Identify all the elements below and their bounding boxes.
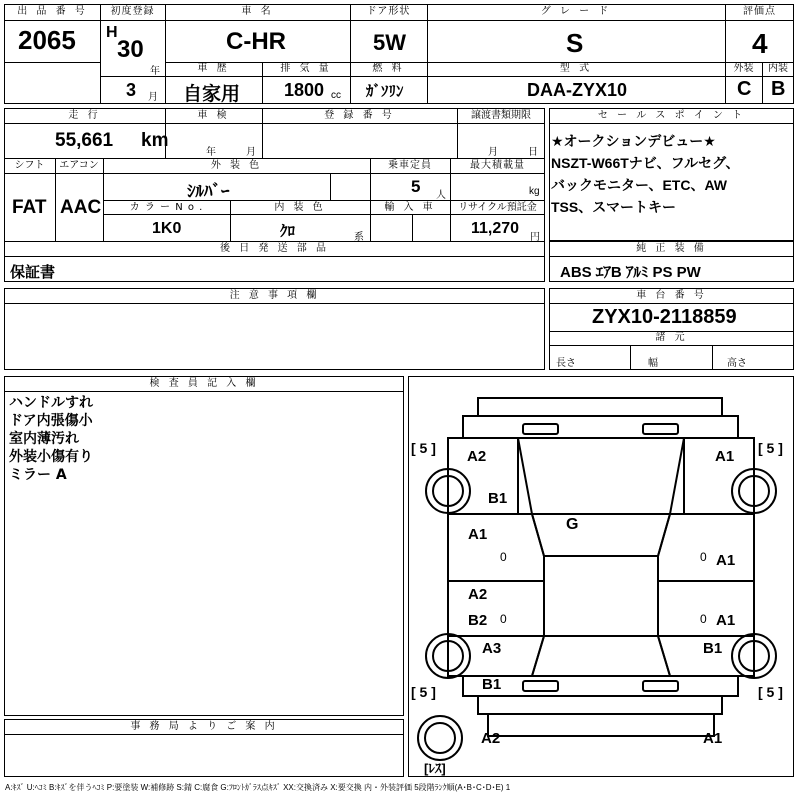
damage-mark: A1 bbox=[716, 552, 736, 569]
inspection-label: 車 検 bbox=[197, 110, 230, 121]
capacity: 5 bbox=[411, 177, 421, 196]
reg-year: 30 bbox=[117, 36, 144, 63]
damage-mark: 0 bbox=[700, 612, 707, 626]
transfer-label: 譲渡書類期限 bbox=[471, 110, 531, 121]
damage-mark: G bbox=[566, 516, 579, 533]
ext-color: ｼﾙﾊﾞｰ bbox=[187, 182, 230, 201]
capacity-unit: 人 bbox=[436, 190, 446, 201]
tire-fl-depth: [ 5 ] bbox=[411, 440, 436, 456]
inspector-notes bbox=[9, 394, 93, 484]
car-name: C-HR bbox=[226, 28, 286, 55]
lot-no: 2065 bbox=[18, 25, 76, 55]
mileage-label: 走 行 bbox=[68, 110, 101, 121]
ext-label: 外装 bbox=[733, 63, 754, 74]
model: DAA-ZYX10 bbox=[527, 80, 628, 100]
model-label: 型 式 bbox=[559, 63, 593, 74]
equipment-label: 純 正 装 備 bbox=[636, 243, 707, 254]
inspection-month-unit: 月 bbox=[246, 147, 256, 158]
grade-label: グ レ ー ド bbox=[540, 6, 612, 17]
ac-label: エアコン bbox=[59, 160, 99, 171]
mileage-unit: km bbox=[141, 130, 169, 151]
legend: A:ｷｽﾞ U:ﾍｺﾐ B:ｷｽﾞを伴うﾍｺﾐ P:要塗装 W:補修跡 S:錆 C:腐食 G:ﾌﾛﾝﾄｶﾞﾗｽ点ｷｽﾞ XX:交換済み X:要交換 内・外装評価 5段階ﾗﾝｸ順(A･B･C･D･E) 1 bbox=[5, 783, 511, 792]
era: H bbox=[106, 24, 118, 41]
ac: AAC bbox=[60, 197, 102, 218]
equipment: ABS ｴｱB ｱﾙﾐ PS PW bbox=[560, 264, 701, 281]
score: 4 bbox=[752, 28, 768, 59]
int-color: ｸﾛ bbox=[280, 223, 296, 240]
sales-points-label: セ ー ル ス ポ イ ン ト bbox=[597, 110, 746, 121]
tire-rr-depth: [ 5 ] bbox=[758, 684, 783, 700]
fuel: ｶﾞｿﾘﾝ bbox=[366, 83, 404, 100]
inspector-note: 室内薄汚れ bbox=[9, 431, 79, 447]
sales-point-line: TSS、スマートキー bbox=[551, 199, 676, 215]
inspector-label: 検 査 員 記 入 欄 bbox=[149, 378, 259, 389]
int-label: 内装 bbox=[768, 63, 788, 74]
damage-mark: A1 bbox=[715, 448, 735, 465]
transfer-day-unit: 日 bbox=[528, 147, 538, 158]
caution-label: 注 意 事 項 欄 bbox=[229, 290, 320, 301]
color-no-label: カ ラ ー N o . bbox=[129, 202, 204, 213]
height-label: 高さ bbox=[727, 358, 747, 369]
damage-mark: 0 bbox=[700, 550, 707, 564]
recycle-label: リサイクル預託金 bbox=[458, 202, 537, 213]
tire-fr-depth: [ 5 ] bbox=[758, 440, 783, 456]
first-reg-label: 初度登録 bbox=[110, 6, 155, 17]
load-unit: kg bbox=[529, 186, 540, 197]
sales-point-line: NSZT-W66Tナビ、フルセグ、 bbox=[551, 155, 740, 171]
spare-tire-label: [ﾚｽ] bbox=[424, 761, 446, 776]
inspector-note: 外装小傷有り bbox=[9, 449, 93, 465]
damage-mark: A1 bbox=[468, 526, 488, 543]
score-label: 評価点 bbox=[743, 6, 776, 17]
damage-mark: A2 bbox=[468, 586, 488, 603]
shift-label: シフト bbox=[14, 160, 45, 171]
dims-label: 諸 元 bbox=[655, 332, 688, 343]
int-grade: B bbox=[771, 78, 786, 100]
reg-no-label: 登 録 番 号 bbox=[324, 110, 395, 121]
sales-point-line: バックモニター、ETC、AW bbox=[551, 177, 727, 193]
displacement-label: 排 気 量 bbox=[280, 63, 332, 74]
car-body-diagram bbox=[408, 376, 794, 777]
door: 5W bbox=[373, 30, 406, 55]
recycle-unit: 円 bbox=[530, 232, 540, 243]
displacement: 1800 bbox=[284, 80, 325, 100]
later-parts-label: 後 日 発 送 部 品 bbox=[220, 243, 329, 254]
tire-rl-depth: [ 5 ] bbox=[411, 684, 436, 700]
damage-mark: 0 bbox=[500, 550, 507, 564]
damage-mark: A1 bbox=[716, 612, 736, 629]
damage-mark: B1 bbox=[488, 490, 508, 507]
ext-color-label: 外 装 色 bbox=[210, 160, 263, 171]
recycle: 11,270 bbox=[471, 220, 520, 237]
length-label: 長さ bbox=[556, 358, 576, 369]
grade: S bbox=[566, 28, 584, 58]
damage-mark: A1 bbox=[703, 730, 723, 747]
shift: FAT bbox=[12, 197, 47, 218]
reg-month: 3 bbox=[126, 80, 137, 100]
color-no: 1K0 bbox=[152, 220, 182, 237]
mileage: 55,661 bbox=[55, 130, 114, 151]
door-label: ドア形状 bbox=[366, 6, 411, 17]
later-parts: 保証書 bbox=[10, 264, 56, 281]
damage-mark: 0 bbox=[500, 612, 507, 626]
damage-mark: B2 bbox=[468, 612, 488, 629]
sales-point-line: ★オークションデビュー★ bbox=[551, 133, 716, 149]
fuel-label: 燃 料 bbox=[372, 63, 405, 74]
int-color-unit: 系 bbox=[354, 232, 364, 243]
transfer-month-unit: 月 bbox=[488, 147, 498, 158]
lot-no-label: 出 品 番 号 bbox=[17, 6, 88, 17]
damage-mark: A3 bbox=[482, 640, 502, 657]
car-name-label: 車 名 bbox=[241, 6, 274, 17]
load-label: 最大積載量 bbox=[470, 160, 525, 171]
import-label: 輸 入 車 bbox=[384, 202, 436, 213]
inspector-note: ミラー A bbox=[9, 467, 67, 483]
ext-grade: C bbox=[737, 78, 752, 100]
damage-mark: A2 bbox=[467, 448, 487, 465]
office-label: 事 務 局 よ り ご 案 内 bbox=[130, 721, 278, 732]
chassis-no: ZYX10-2118859 bbox=[592, 306, 737, 328]
history-label: 車 歴 bbox=[197, 63, 230, 74]
damage-mark: B1 bbox=[703, 640, 723, 657]
damage-mark: B1 bbox=[482, 676, 502, 693]
capacity-label: 乗車定員 bbox=[388, 160, 432, 171]
year-unit: 年 bbox=[150, 66, 160, 77]
inspector-note: ドア内張傷小 bbox=[9, 413, 93, 429]
width-label: 幅 bbox=[648, 358, 658, 369]
displacement-unit: cc bbox=[331, 90, 341, 101]
chassis-label: 車 台 番 号 bbox=[636, 290, 707, 301]
int-color-label: 内 装 色 bbox=[274, 202, 326, 213]
damage-mark: A2 bbox=[481, 730, 501, 747]
inspection-year-unit: 年 bbox=[206, 147, 216, 158]
inspector-note: ハンドルすれ bbox=[9, 395, 93, 411]
month-unit: 月 bbox=[148, 92, 158, 103]
history: 自家用 bbox=[183, 84, 241, 105]
